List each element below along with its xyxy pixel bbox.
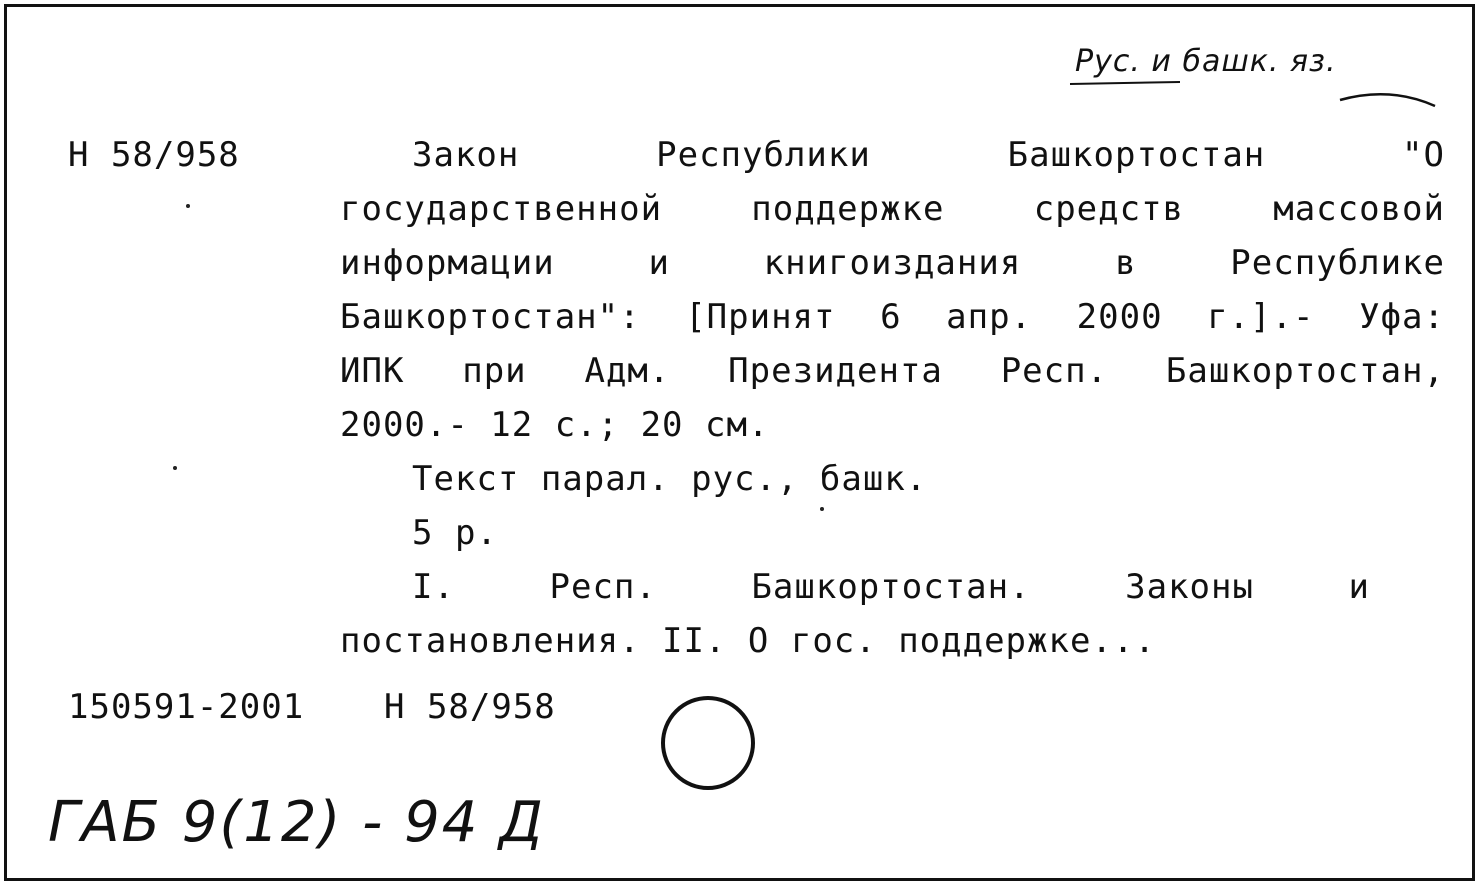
language-note: Текст парал. рус., башк.	[412, 459, 928, 499]
subject-line: I. Респ. Башкортостан. Законы и	[412, 567, 1370, 607]
title-line: Башкортостан": [Принят 6 апр. 2000 г.].- Уфа:	[340, 297, 1445, 337]
handwritten-shelfmark: ГАБ 9(12) - 94 Д	[48, 790, 545, 855]
title-line: информации и книгоиздания в Республике	[340, 243, 1445, 283]
record-call-number: Н 58/958	[384, 687, 556, 727]
bibliographic-description	[340, 128, 1445, 668]
speck	[186, 204, 190, 208]
call-number: Н 58/958	[68, 135, 240, 175]
speck	[820, 507, 824, 511]
subject-line: постановления. II. О гос. поддержке...	[340, 621, 1156, 661]
punch-hole-circle	[655, 688, 765, 798]
title-line: 2000.- 12 с.; 20 см.	[340, 405, 770, 445]
speck	[173, 466, 177, 470]
annotation-underline	[1060, 78, 1440, 118]
title-line: ИПК при Адм. Президента Респ. Башкортостан,	[340, 351, 1445, 391]
price: 5 р.	[412, 513, 498, 553]
title-line: государственной поддержке средств массовой	[340, 189, 1445, 229]
title-line: Закон Республики Башкортостан "О	[412, 135, 1445, 175]
handwritten-annotation: Рус. и башк. яз.	[1075, 44, 1337, 79]
record-number: 150591-2001	[68, 687, 305, 727]
